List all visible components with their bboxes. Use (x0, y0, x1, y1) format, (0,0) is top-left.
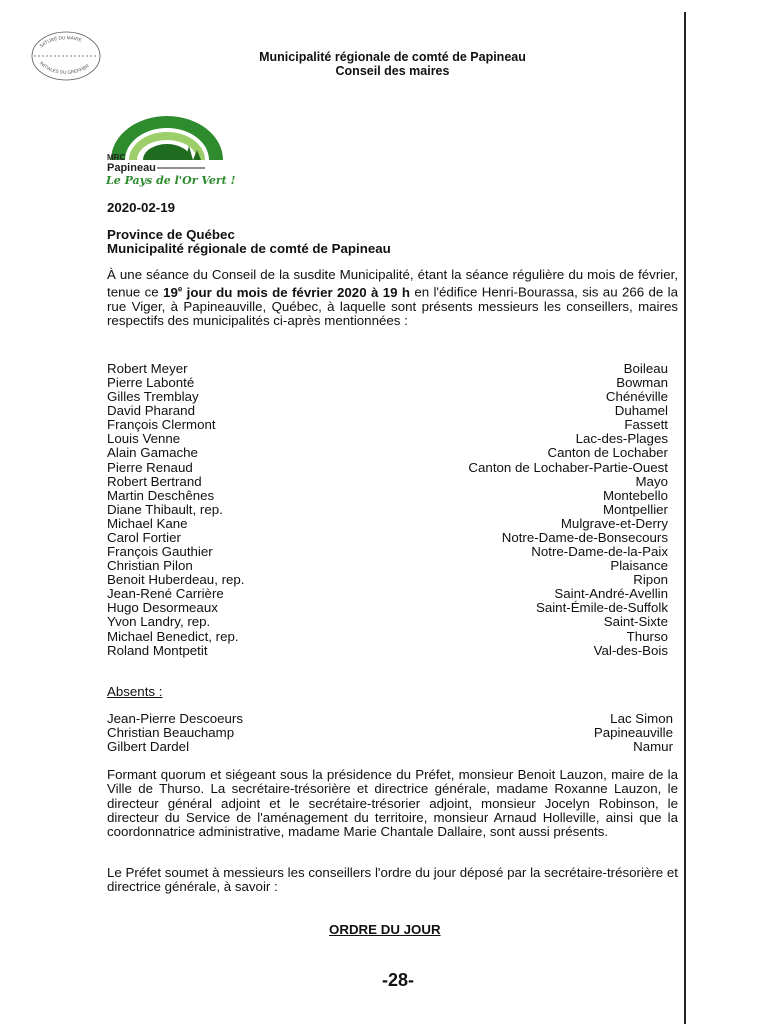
attendee-municipality: Saint-Sixte (603, 614, 668, 630)
attendee-municipality: Chénéville (605, 389, 668, 405)
attendee-municipality: Saint-Émile-de-Suffolk (535, 600, 668, 616)
intro-bold (163, 285, 410, 300)
svg-text:INITIALES DU GREFFIER (39, 60, 91, 74)
attendee-row (107, 644, 668, 658)
attendee-municipality: Lac Simon (610, 711, 673, 726)
attendee-municipality: Plaisance (610, 558, 668, 574)
attendee-row (107, 362, 668, 376)
attendee-name: Diane Thibault, rep. (107, 501, 223, 517)
attendee-row (107, 475, 668, 489)
page-number: -28- (382, 970, 415, 990)
attendee-name: Michael Kane (107, 515, 188, 531)
header-line-2: Conseil des maires (335, 64, 450, 78)
attendee-name: Gilles Tremblay (107, 389, 199, 405)
header-line-1: Municipalité régionale de comté de Papineau (259, 50, 526, 64)
attendee-row (107, 376, 668, 390)
attendee-row (107, 531, 668, 545)
initials-stamp (30, 30, 102, 82)
attendee-row (107, 418, 668, 432)
logo-prefix: MRC (107, 153, 126, 162)
attendee-row (107, 390, 668, 404)
attendee-municipality: Namur (633, 739, 673, 755)
attendee-municipality: Mayo (635, 473, 668, 489)
attendee-municipality: Saint-André-Avellin (554, 586, 668, 602)
attendee-name: Jean-René Carrière (107, 586, 224, 602)
attendee-row (107, 615, 668, 629)
attendee-municipality: Montebello (602, 487, 668, 503)
attendee-row (107, 573, 668, 587)
agenda-intro: Le Préfet soumet à messieurs les conseillers l'ordre du jour déposé par la secrétaire-trésorière et directrice générale, à savoir : (107, 865, 678, 895)
attendee-row (107, 559, 668, 573)
intro-after: en l'édifice Henri-Bourassa, sis au 266 de la rue Viger, à Papineauville, Québec, à laquelle sont présents messieurs les conseillers, maires respectifs des municipalités ci-après mentionnées : (107, 284, 678, 329)
attendee-row (107, 630, 668, 644)
intro-before: À une séance du Conseil de la susdite Municipalité, étant la séance régulière du mois de février, tenue ce (107, 267, 678, 300)
logo-name: Papineau (107, 162, 156, 174)
attendee-name: François Gauthier (107, 544, 213, 560)
attendee-row (107, 503, 668, 517)
attendee-municipality: Lac-des-Plages (575, 431, 668, 447)
attendee-name: Christian Beauchamp (107, 725, 235, 741)
location-heading (107, 228, 391, 257)
attendee-row (107, 404, 668, 418)
attendee-row (107, 545, 668, 559)
attendee-name: Jean-Pierre Descoeurs (107, 711, 243, 726)
intro-day: 19 (163, 284, 178, 300)
intro-bold-rest: jour du mois de février 2020 à 19 h (182, 284, 410, 300)
attendee-municipality: Papineauville (593, 725, 673, 741)
margin-rule (684, 12, 686, 1024)
intro-day-suffix: e (177, 284, 183, 294)
attendee-name: Carol Fortier (107, 529, 181, 545)
attendee-name: Michael Benedict, rep. (107, 628, 239, 644)
attendee-name: Yvon Landry, rep. (107, 614, 211, 630)
attendee-name: Christian Pilon (107, 558, 193, 574)
attendee-name: François Clermont (107, 417, 216, 433)
attendee-municipality: Canton de Lochaber-Partie-Ouest (468, 459, 668, 475)
absents-label: Absents : (107, 684, 163, 699)
attendee-municipality: Bowman (616, 375, 668, 391)
attendee-name: David Pharand (107, 403, 195, 419)
attendee-municipality: Canton de Lochaber (547, 445, 668, 461)
attendee-row (107, 726, 673, 740)
attendee-row (107, 446, 668, 460)
attendee-name: Roland Montpetit (107, 642, 208, 658)
attendee-name: Robert Meyer (107, 361, 188, 376)
attendee-row (107, 740, 673, 754)
attendee-row (107, 517, 668, 531)
attendee-name: Gilbert Dardel (107, 739, 190, 755)
attendee-name: Pierre Renaud (107, 459, 193, 475)
attendee-name: Louis Venne (107, 431, 181, 447)
attendee-name: Alain Gamache (107, 445, 198, 461)
attendee-name: Hugo Desormeaux (107, 600, 218, 616)
attendee-municipality: Mulgrave-et-Derry (560, 515, 668, 531)
stamp-top-text: SATURÉ DU MAIRE (38, 35, 83, 49)
attendee-municipality: Thurso (626, 628, 668, 644)
stamp-bottom-text: INITIALES DU GREFFIER (38, 60, 90, 75)
attendee-municipality: Ripon (633, 572, 668, 588)
intro-paragraph (107, 268, 678, 329)
logo-tagline: Le Pays de l'Or Vert ! (106, 174, 236, 187)
attendee-name: Martin Deschênes (107, 487, 215, 503)
attendee-municipality: Fassett (624, 417, 668, 433)
attendee-name: Robert Bertrand (107, 473, 202, 489)
attendee-municipality: Boileau (623, 361, 668, 376)
attendee-municipality: Notre-Dame-de-la-Paix (531, 544, 668, 560)
attendee-municipality: Montpellier (602, 501, 668, 517)
attendee-row (107, 587, 668, 601)
attendee-row (107, 601, 668, 615)
attendee-municipality: Val-des-Bois (593, 642, 668, 658)
ordre-du-jour-title: ORDRE DU JOUR (329, 922, 441, 937)
meeting-date: 2020-02-19 (107, 200, 176, 215)
attendee-name: Benoit Huberdeau, rep. (107, 572, 245, 588)
attendee-row (107, 489, 668, 503)
municipality-name: Municipalité régionale de comté de Papineau (107, 241, 391, 257)
quorum-paragraph: Formant quorum et siégeant sous la présidence du Préfet, monsieur Benoit Lauzon, maire de la Ville de Thurso. La secrétaire-trésorière et directrice générale, madame Roxanne Lauzon, le directeur général adjoint et le secrétaire-trésorier adjoint, monsieur Jocelyn Robinson, le directeur du Service de l'aménagement du territoire, monsieur Arnaud Holleville, ainsi que la coordonnatrice administrative, madame Marie Chantale Dallaire, sont aussi présents. (107, 767, 678, 840)
province: Province de Québec (107, 227, 235, 242)
attendee-municipality: Notre-Dame-de-Bonsecours (501, 529, 668, 545)
attendee-municipality: Duhamel (614, 403, 668, 419)
attendee-row (107, 712, 673, 726)
attendee-row (107, 432, 668, 446)
attendee-row (107, 461, 668, 475)
attendee-name: Pierre Labonté (107, 375, 195, 391)
